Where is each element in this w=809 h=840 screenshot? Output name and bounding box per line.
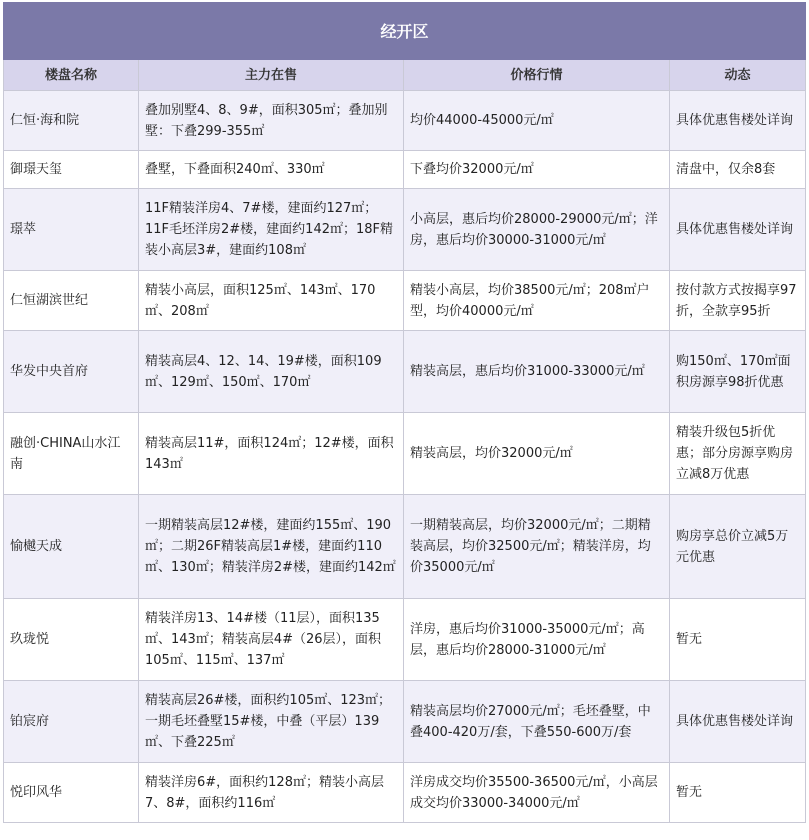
cell-price: 下叠均价32000元/㎡ xyxy=(404,151,670,189)
cell-status: 精装升级包5折优惠；部分房源享购房立减8万优惠 xyxy=(670,413,806,495)
property-table xyxy=(3,2,806,823)
cell-property-name: 御璟天玺 xyxy=(4,151,139,189)
cell-price: 均价44000-45000元/㎡ xyxy=(404,91,670,151)
table-title-row xyxy=(4,3,806,60)
table-row xyxy=(4,189,806,271)
cell-price: 洋房成交均价35500-36500元/㎡，小高层成交均价33000-34000元/㎡ xyxy=(404,763,670,823)
cell-price: 一期精装高层，均价32000元/㎡；二期精装高层，均价32500元/㎡；精装洋房，均价35000元/㎡ xyxy=(404,495,670,599)
cell-price: 小高层，惠后均价28000-29000元/㎡；洋房，惠后均价30000-31000元/㎡ xyxy=(404,189,670,271)
cell-property-name: 玖珑悦 xyxy=(4,599,139,681)
cell-main-sales: 精装洋房6#，面积约128㎡；精装小高层7、8#，面积约116㎡ xyxy=(139,763,404,823)
cell-price: 洋房，惠后均价31000-35000元/㎡；高层，惠后均价28000-31000元/㎡ xyxy=(404,599,670,681)
table-title: 经开区 xyxy=(4,3,806,60)
cell-status: 购150㎡、170㎡面积房源享98折优惠 xyxy=(670,331,806,413)
header-price: 价格行情 xyxy=(404,60,670,91)
cell-property-name: 铂宸府 xyxy=(4,681,139,763)
cell-main-sales: 一期精装高层12#楼，建面约155㎡、190㎡；二期26F精装高层1#楼，建面约110㎡、130㎡；精装洋房2#楼，建面约142㎡ xyxy=(139,495,404,599)
cell-main-sales: 精装洋房13、14#楼（11层），面积135㎡、143㎡；精装高层4#（26层），面积105㎡、115㎡、137㎡ xyxy=(139,599,404,681)
table-row xyxy=(4,681,806,763)
table-row xyxy=(4,271,806,331)
cell-status: 按付款方式按揭享97折，全款享95折 xyxy=(670,271,806,331)
cell-property-name: 华发中央首府 xyxy=(4,331,139,413)
cell-main-sales: 精装高层4、12、14、19#楼，面积109㎡、129㎡、150㎡、170㎡ xyxy=(139,331,404,413)
cell-property-name: 仁恒湖滨世纪 xyxy=(4,271,139,331)
table-header-row xyxy=(4,60,806,91)
header-property-name: 楼盘名称 xyxy=(4,60,139,91)
table-row xyxy=(4,599,806,681)
cell-price: 精装高层，惠后均价31000-33000元/㎡ xyxy=(404,331,670,413)
cell-main-sales: 精装高层26#楼，面积约105㎡、123㎡；一期毛坯叠墅15#楼，中叠（平层）139㎡、下叠225㎡ xyxy=(139,681,404,763)
cell-price: 精装高层均价27000元/㎡；毛坯叠墅，中叠400-420万/套，下叠550-600万/套 xyxy=(404,681,670,763)
header-main-sales: 主力在售 xyxy=(139,60,404,91)
cell-price: 精装高层，均价32000元/㎡ xyxy=(404,413,670,495)
table-row xyxy=(4,413,806,495)
cell-property-name: 融创·CHINA山水江南 xyxy=(4,413,139,495)
cell-main-sales: 叠加别墅4、8、9#，面积305㎡；叠加别墅：下叠299-355㎡ xyxy=(139,91,404,151)
cell-main-sales: 叠墅，下叠面积240㎡、330㎡ xyxy=(139,151,404,189)
table-row xyxy=(4,763,806,823)
cell-status: 清盘中，仅余8套 xyxy=(670,151,806,189)
table-row xyxy=(4,91,806,151)
cell-main-sales: 精装小高层，面积125㎡、143㎡、170㎡、208㎡ xyxy=(139,271,404,331)
table-row xyxy=(4,151,806,189)
cell-status: 购房享总价立减5万元优惠 xyxy=(670,495,806,599)
cell-status: 具体优惠售楼处详询 xyxy=(670,681,806,763)
cell-status: 暂无 xyxy=(670,763,806,823)
cell-price: 精装小高层，均价38500元/㎡；208㎡户型，均价40000元/㎡ xyxy=(404,271,670,331)
header-status: 动态 xyxy=(670,60,806,91)
cell-main-sales: 精装高层11#，面积124㎡；12#楼，面积143㎡ xyxy=(139,413,404,495)
cell-property-name: 愉樾天成 xyxy=(4,495,139,599)
cell-status: 具体优惠售楼处详询 xyxy=(670,189,806,271)
table-row xyxy=(4,495,806,599)
cell-property-name: 仁恒·海和院 xyxy=(4,91,139,151)
cell-status: 具体优惠售楼处详询 xyxy=(670,91,806,151)
cell-property-name: 璟萃 xyxy=(4,189,139,271)
cell-status: 暂无 xyxy=(670,599,806,681)
cell-property-name: 悦印风华 xyxy=(4,763,139,823)
table-row xyxy=(4,331,806,413)
cell-main-sales: 11F精装洋房4、7#楼，建面约127㎡；11F毛坯洋房2#楼，建面约142㎡；18F精装小高层3#，建面约108㎡ xyxy=(139,189,404,271)
